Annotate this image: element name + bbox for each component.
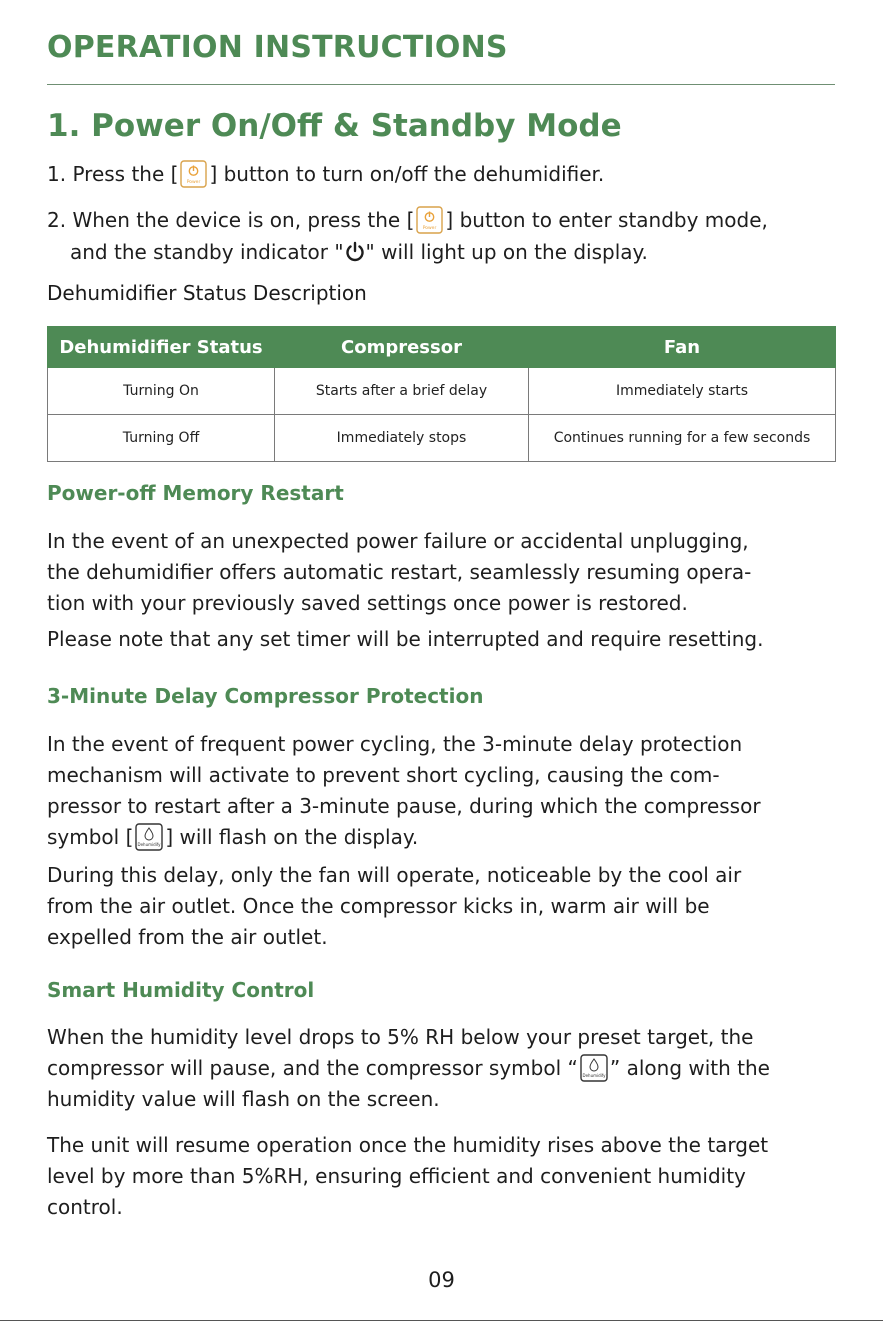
paragraph-line: humidity value will flash on the screen.: [47, 1087, 440, 1111]
delay-protection-title: 3-Minute Delay Compressor Protection: [47, 684, 484, 708]
power-caption: Power: [187, 180, 201, 185]
header-divider: [47, 84, 835, 85]
table-cell: Turning Off: [48, 415, 275, 462]
table-cell: Starts after a brief delay: [275, 368, 529, 415]
bottom-divider: [0, 1320, 883, 1321]
dehumidify-caption: Dehumidify: [582, 1073, 606, 1078]
step-number: 1.: [47, 162, 67, 186]
paragraph-line: the dehumidifier offers automatic restart, seamlessly resuming opera-: [47, 560, 752, 584]
power-caption: Power: [423, 226, 437, 231]
table-row: [48, 368, 836, 415]
paragraph-line: mechanism will activate to prevent short cycling, causing the com-: [47, 763, 720, 787]
text-before-icon: compressor will pause, and the compressor symbol “: [47, 1056, 578, 1080]
memory-restart-title: Power-off Memory Restart: [47, 481, 344, 505]
delay-protection-body: [47, 729, 842, 853]
status-table: [47, 326, 836, 462]
paragraph-line: The unit will resume operation once the humidity rises above the target: [47, 1133, 769, 1157]
delay-protection-body-2: [47, 860, 842, 953]
step-2: [47, 204, 768, 236]
section-title: 1. Power On/Off & Standby Mode: [47, 108, 622, 144]
dehumidify-compressor-icon: [134, 822, 164, 852]
step-2-line-2: [70, 236, 648, 268]
paragraph-line: expelled from the air outlet.: [47, 925, 328, 949]
paragraph-line: During this delay, only the fan will operate, noticeable by the cool air: [47, 863, 742, 887]
step-text-after: " will light up on the display.: [365, 240, 648, 264]
column-header: Fan: [529, 327, 836, 368]
step-1: [47, 158, 604, 190]
page-number: 09: [428, 1268, 455, 1292]
standby-power-icon: [344, 241, 366, 263]
step-text-before: and the standby indicator ": [70, 240, 344, 264]
status-table-heading: Dehumidifier Status Description: [47, 281, 367, 305]
step-number: 2.: [47, 208, 67, 232]
paragraph-line: tion with your previously saved settings once power is restored.: [47, 591, 688, 615]
table-cell: Continues running for a few seconds: [529, 415, 836, 462]
step-text-after: ] button to enter standby mode,: [445, 208, 768, 232]
smart-humidity-body: [47, 1022, 842, 1115]
memory-restart-body: [47, 526, 842, 619]
memory-restart-note: Please note that any set timer will be interrupted and require resetting.: [47, 627, 764, 651]
table-row: [48, 415, 836, 462]
smart-humidity-title: Smart Humidity Control: [47, 978, 315, 1002]
power-button-icon: [415, 205, 444, 235]
paragraph-line: [47, 1053, 842, 1084]
table-cell: Turning On: [48, 368, 275, 415]
paragraph-line: level by more than 5%RH, ensuring efficient and convenient humidity: [47, 1164, 746, 1188]
step-text-before: Press the [: [72, 162, 179, 186]
paragraph-line: When the humidity level drops to 5% RH below your preset target, the: [47, 1025, 754, 1049]
text-after-icon: ] will flash on the display.: [165, 825, 419, 849]
power-button-icon: [179, 159, 208, 189]
paragraph-line: from the air outlet. Once the compressor kicks in, warm air will be: [47, 894, 710, 918]
paragraph-line: pressor to restart after a 3-minute pause, during which the compressor: [47, 794, 761, 818]
paragraph-line: [47, 822, 842, 853]
column-header: Compressor: [275, 327, 529, 368]
table-cell: Immediately starts: [529, 368, 836, 415]
text-after-icon: ” along with the: [609, 1056, 770, 1080]
step-text-after: ] button to turn on/off the dehumidifier.: [209, 162, 605, 186]
step-text-before: When the device is on, press the [: [72, 208, 415, 232]
paragraph-line: control.: [47, 1195, 123, 1219]
table-cell: Immediately stops: [275, 415, 529, 462]
smart-humidity-body-2: [47, 1130, 842, 1223]
paragraph-line: In the event of an unexpected power failure or accidental unplugging,: [47, 529, 749, 553]
dehumidify-compressor-icon: [579, 1053, 609, 1083]
page-header: OPERATION INSTRUCTIONS: [47, 30, 508, 65]
text-before-icon: symbol [: [47, 825, 134, 849]
dehumidify-caption: Dehumidify: [137, 842, 161, 847]
column-header: Dehumidifier Status: [48, 327, 275, 368]
table-header-row: [48, 327, 836, 368]
paragraph-line: In the event of frequent power cycling, the 3-minute delay protection: [47, 732, 743, 756]
